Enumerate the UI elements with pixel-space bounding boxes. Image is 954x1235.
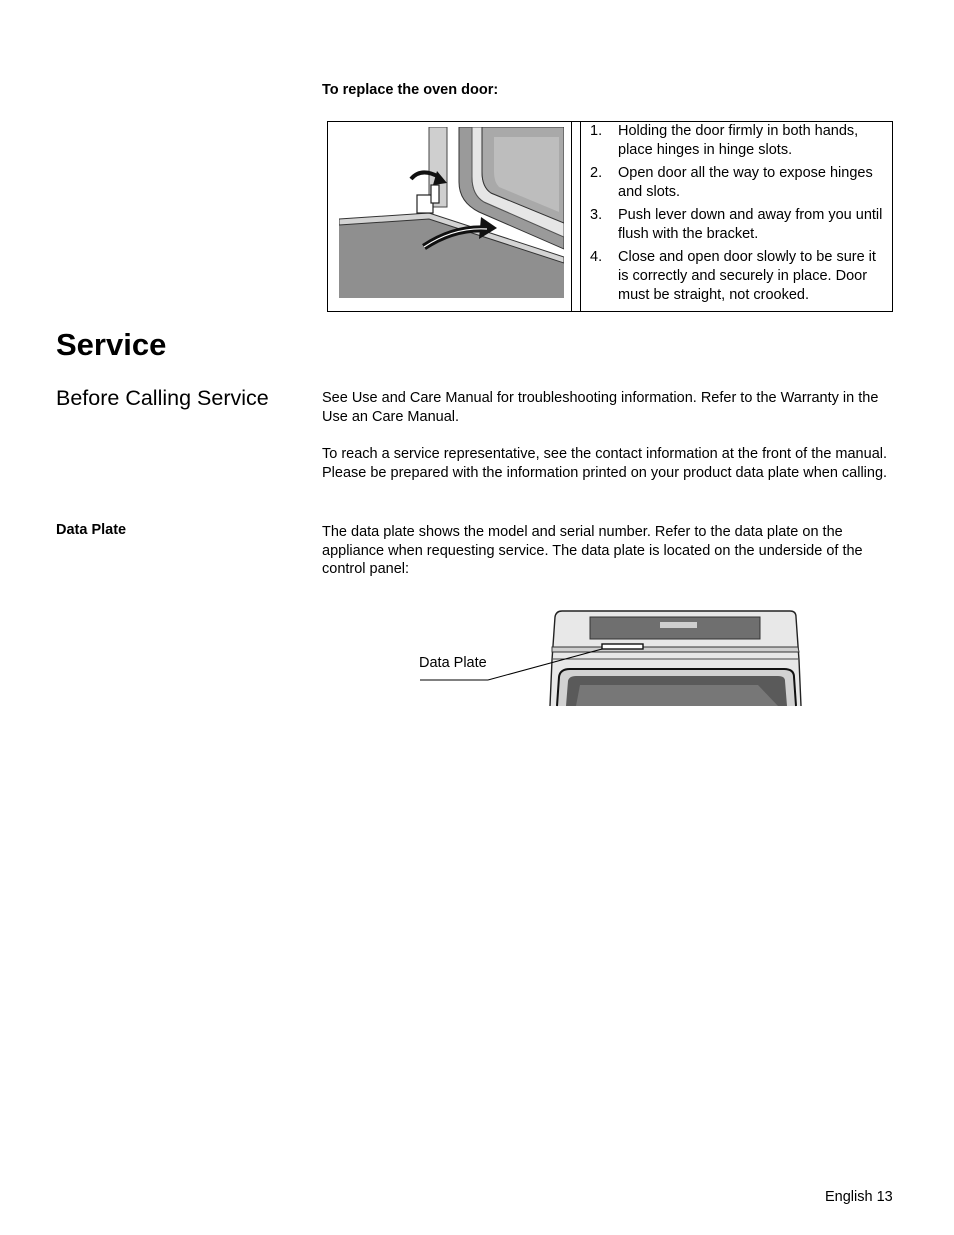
step-number: 4.	[590, 249, 603, 265]
troubleshooting-paragraph: See Use and Care Manual for troubleshooting information. Refer to the Warranty in the Use an Care Manual.	[322, 390, 879, 425]
step-number: 1.	[590, 123, 603, 139]
step-text: Push lever down and away from you until flush with the bracket.	[618, 207, 883, 242]
data-plate-label: Data Plate	[56, 522, 127, 538]
step-number: 3.	[590, 207, 603, 223]
before-calling-service-title: Before Calling Service	[56, 386, 269, 410]
page-number: English 13	[825, 1189, 893, 1205]
step-item	[588, 122, 888, 160]
table-divider	[580, 122, 581, 311]
service-contact-paragraph: To reach a service representative, see the contact information at the front of the manual. Please be prepared with the information printed on your product data plate when calling.	[322, 446, 888, 481]
step-item	[588, 206, 888, 244]
control-panel-figure	[410, 605, 810, 707]
door-replacement-steps	[588, 122, 888, 309]
control-panel-illustration	[410, 605, 810, 707]
table-divider	[571, 122, 572, 311]
step-text: Open door all the way to expose hinges and slots.	[618, 165, 873, 200]
data-plate-callout: Data Plate	[419, 655, 487, 671]
door-replacement-table	[327, 121, 893, 312]
data-plate-paragraph: The data plate shows the model and serial number. Refer to the data plate on the appliance when requesting service. The data plate is located on the underside of the control panel:	[322, 524, 863, 578]
door-replacement-heading: To replace the oven door:	[322, 82, 499, 98]
step-item	[588, 164, 888, 202]
door-hinge-illustration	[339, 127, 564, 298]
service-section-title: Service	[56, 327, 167, 362]
step-text: Holding the door firmly in both hands, place hinges in hinge slots.	[618, 123, 859, 158]
step-text: Close and open door slowly to be sure it is correctly and securely in place. Door must be straight, not crooked.	[618, 249, 876, 303]
step-item	[588, 248, 888, 305]
step-number: 2.	[590, 165, 603, 181]
